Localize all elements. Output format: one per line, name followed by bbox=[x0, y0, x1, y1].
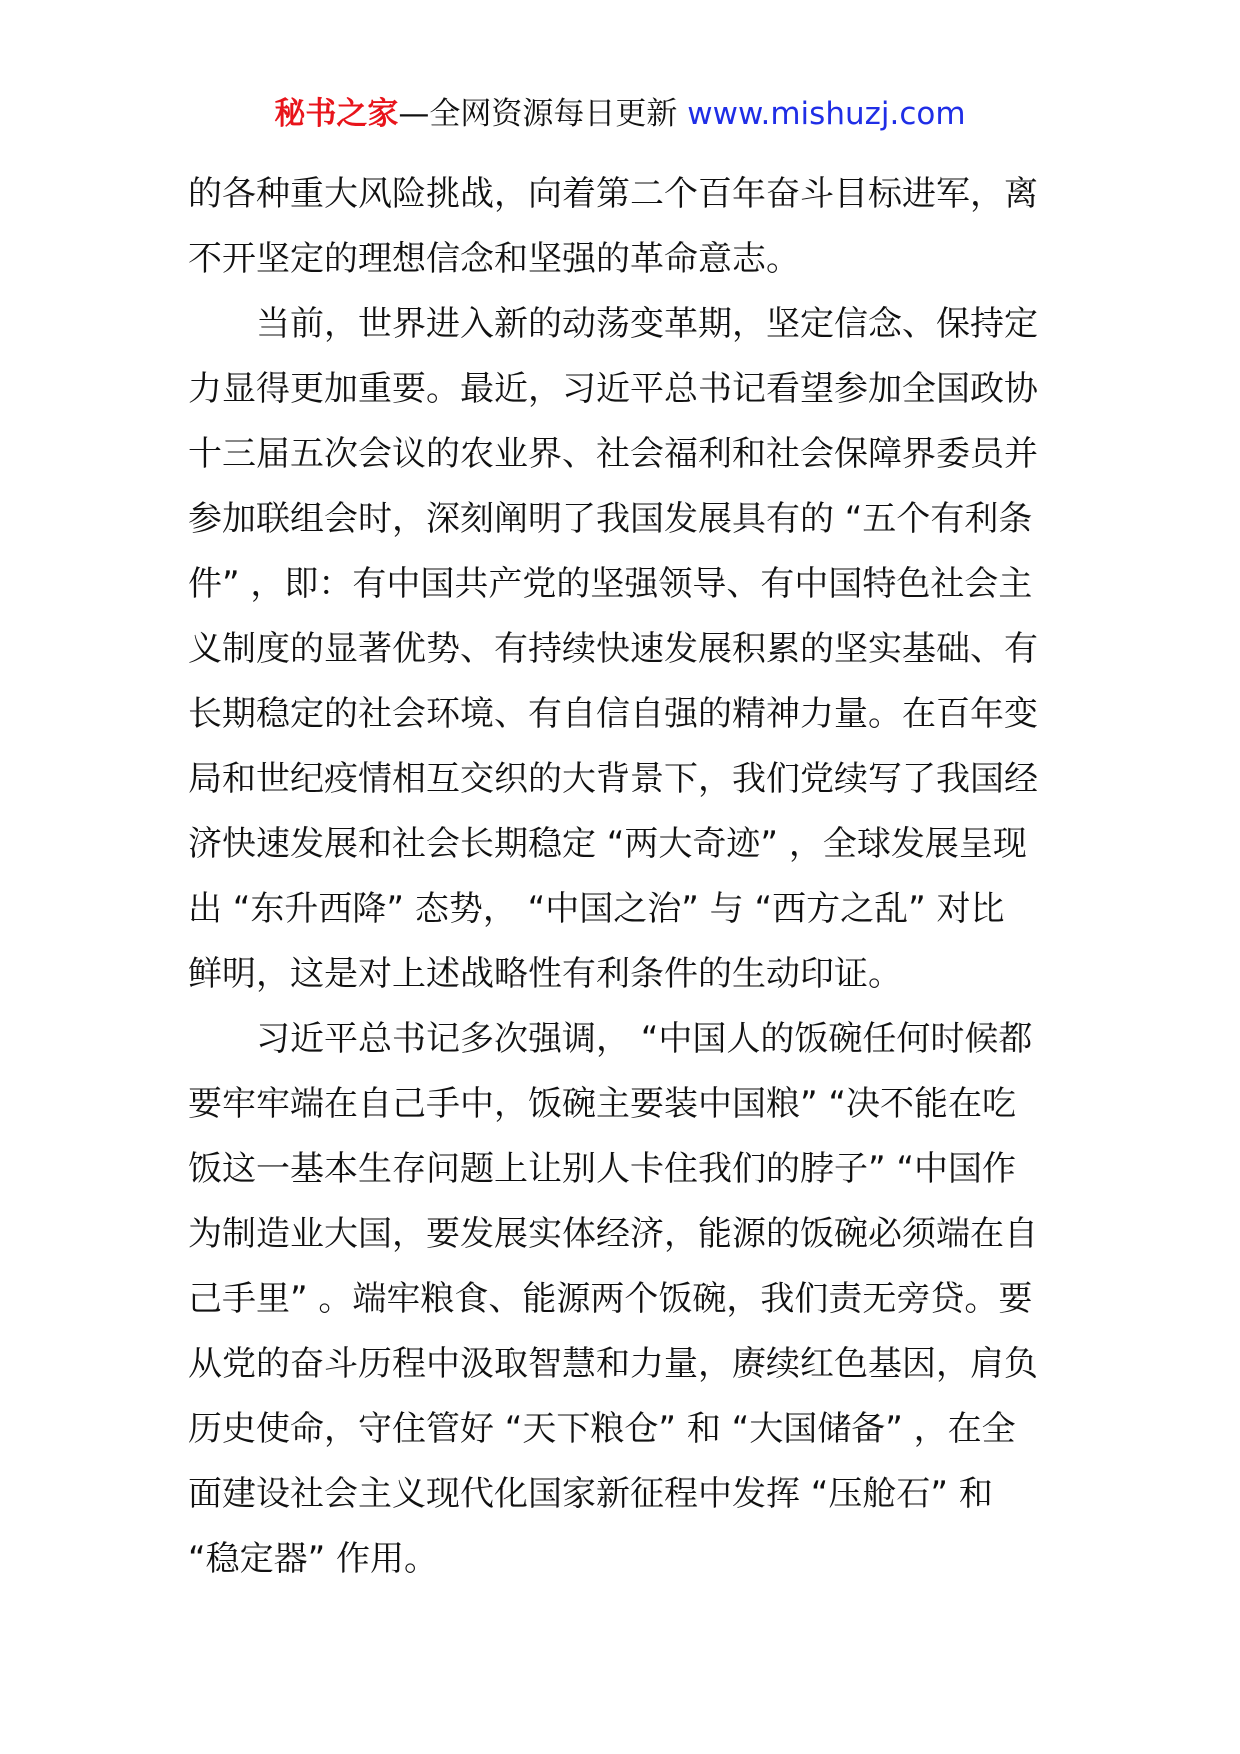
text-line: 局和世纪疫情相互交织的大背景下，我们党续写了我国经 bbox=[188, 759, 1038, 799]
text-line: 从党的奋斗历程中汲取智慧和力量，赓续红色基因，肩负 bbox=[188, 1344, 1038, 1384]
text-line: 面建设社会主义现代化国家新征程中发挥 “压舱石” 和 bbox=[188, 1474, 993, 1514]
text-line: “稳定器” 作用。 bbox=[188, 1539, 439, 1579]
site-url-link[interactable]: www.mishuzj.com bbox=[687, 96, 966, 132]
brand-name: 秘书之家 bbox=[274, 96, 399, 132]
text-line: 参加联组会时，深刻阐明了我国发展具有的 “五个有利条 bbox=[188, 499, 1033, 539]
document-body bbox=[188, 162, 1058, 1592]
text-line: 的各种重大风险挑战，向着第二个百年奋斗目标进军，离 bbox=[188, 174, 1038, 214]
text-line: 力显得更加重要。最近，习近平总书记看望参加全国政协 bbox=[188, 369, 1038, 409]
text-line: 要牢牢端在自己手中，饭碗主要装中国粮” “决不能在吃 bbox=[188, 1084, 1017, 1124]
site-header bbox=[0, 92, 1240, 136]
text-line: 鲜明，这是对上述战略性有利条件的生动印证。 bbox=[188, 954, 902, 994]
text-line: 件” ，即：有中国共产党的坚强领导、有中国特色社会主 bbox=[188, 564, 1033, 604]
text-line: 出 “东升西降” 态势， “中国之治” 与 “西方之乱” 对比 bbox=[188, 889, 1005, 929]
text-line: 义制度的显著优势、有持续快速发展积累的坚实基础、有 bbox=[188, 629, 1038, 669]
text-line: 不开坚定的理想信念和坚强的革命意志。 bbox=[188, 239, 800, 279]
header-tagline: —全网资源每日更新 bbox=[398, 96, 688, 132]
text-line: 长期稳定的社会环境、有自信自强的精神力量。在百年变 bbox=[188, 694, 1038, 734]
text-line: 历史使命，守住管好 “天下粮仓” 和 “大国储备” ，在全 bbox=[188, 1409, 1016, 1449]
paragraph-start-line: 习近平总书记多次强调， “中国人的饭碗任何时候都 bbox=[188, 1019, 1033, 1059]
paragraph-start-line: 当前，世界进入新的动荡变革期，坚定信念、保持定 bbox=[188, 304, 1038, 344]
text-line: 为制造业大国，要发展实体经济，能源的饭碗必须端在自 bbox=[188, 1214, 1038, 1254]
text-line: 己手里” 。端牢粮食、能源两个饭碗，我们责无旁贷。要 bbox=[188, 1279, 1033, 1319]
text-line: 济快速发展和社会长期稳定 “两大奇迹” ，全球发展呈现 bbox=[188, 824, 1027, 864]
text-line: 十三届五次会议的农业界、社会福利和社会保障界委员并 bbox=[188, 434, 1038, 474]
text-line: 饭这一基本生存问题上让别人卡住我们的脖子” “中国作 bbox=[188, 1149, 1017, 1189]
